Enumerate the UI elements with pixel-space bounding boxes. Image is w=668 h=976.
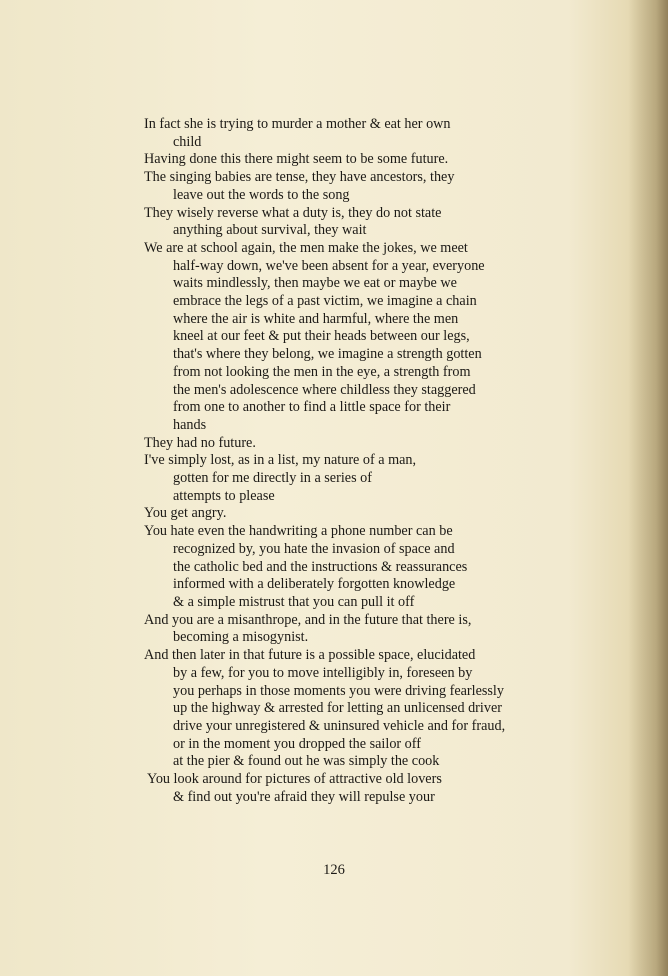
- poem-line: waits mindlessly, then maybe we eat or maybe we: [173, 275, 457, 292]
- poem-line: hands: [173, 416, 207, 433]
- poem-line: up the highway & arrested for letting an unlicensed driver: [173, 700, 502, 717]
- poem-line: And you are a misanthrope, and in the future that there is,: [144, 611, 472, 628]
- poem-line: informed with a deliberately forgotten knowledge: [173, 576, 456, 593]
- poem-line: attempts to please: [173, 487, 275, 504]
- poem-line: You hate even the handwriting a phone number can be: [144, 523, 453, 540]
- poem-line: anything about survival, they wait: [173, 222, 367, 239]
- poem-line: They had no future.: [144, 434, 256, 451]
- poem-line: recognized by, you hate the invasion of space and: [173, 540, 455, 557]
- poem-line: I've simply lost, as in a list, my nature of a man,: [144, 452, 417, 469]
- poem-line: or in the moment you dropped the sailor off: [173, 735, 421, 752]
- poem-line: half-way down, we've been absent for a year, everyone: [173, 257, 485, 274]
- poem-line: becoming a misogynist.: [173, 629, 309, 646]
- poem-line: embrace the legs of a past victim, we imagine a chain: [173, 293, 477, 310]
- poem-line: And then later in that future is a possible space, elucidated: [144, 647, 476, 664]
- poem-line: the catholic bed and the instructions & reassurances: [173, 558, 468, 575]
- poem-line: You get angry.: [144, 505, 227, 522]
- poem-line: from one to another to find a little space for their: [173, 399, 451, 416]
- poem-line: gotten for me directly in a series of: [173, 470, 372, 487]
- poem-line: at the pier & found out he was simply the cook: [173, 753, 440, 770]
- poem-line: child: [173, 133, 202, 150]
- poem-line: The singing babies are tense, they have ancestors, they: [144, 169, 455, 186]
- poem-line: & find out you're afraid they will repulse your: [173, 788, 435, 805]
- poem-line: the men's adolescence where childless they staggered: [173, 381, 476, 398]
- poem-line: that's where they belong, we imagine a strength gotten: [173, 346, 482, 363]
- page-edge-shadow: [628, 0, 668, 976]
- poem-line: from not looking the men in the eye, a strength from: [173, 363, 471, 380]
- poem-line: by a few, for you to move intelligibly in, foreseen by: [173, 664, 473, 681]
- page-number: 126: [323, 862, 345, 878]
- poem-text: [144, 116, 564, 806]
- poem-line: & a simple mistrust that you can pull it off: [173, 593, 415, 610]
- poem-line: Having done this there might seem to be some future.: [144, 151, 449, 168]
- poem-line: We are at school again, the men make the jokes, we meet: [144, 239, 468, 256]
- poem-line: you perhaps in those moments you were driving fearlessly: [173, 682, 504, 699]
- poem-line: where the air is white and harmful, where the men: [173, 310, 459, 327]
- poem-line: drive your unregistered & uninsured vehicle and for fraud,: [173, 717, 506, 734]
- poem-line: leave out the words to the song: [173, 186, 350, 203]
- poem-line: kneel at our feet & put their heads between our legs,: [173, 328, 470, 345]
- poem-line: They wisely reverse what a duty is, they do not state: [144, 204, 442, 221]
- poem-line: You look around for pictures of attractive old lovers: [147, 771, 442, 788]
- poem-line: In fact she is trying to murder a mother & eat her own: [144, 116, 451, 132]
